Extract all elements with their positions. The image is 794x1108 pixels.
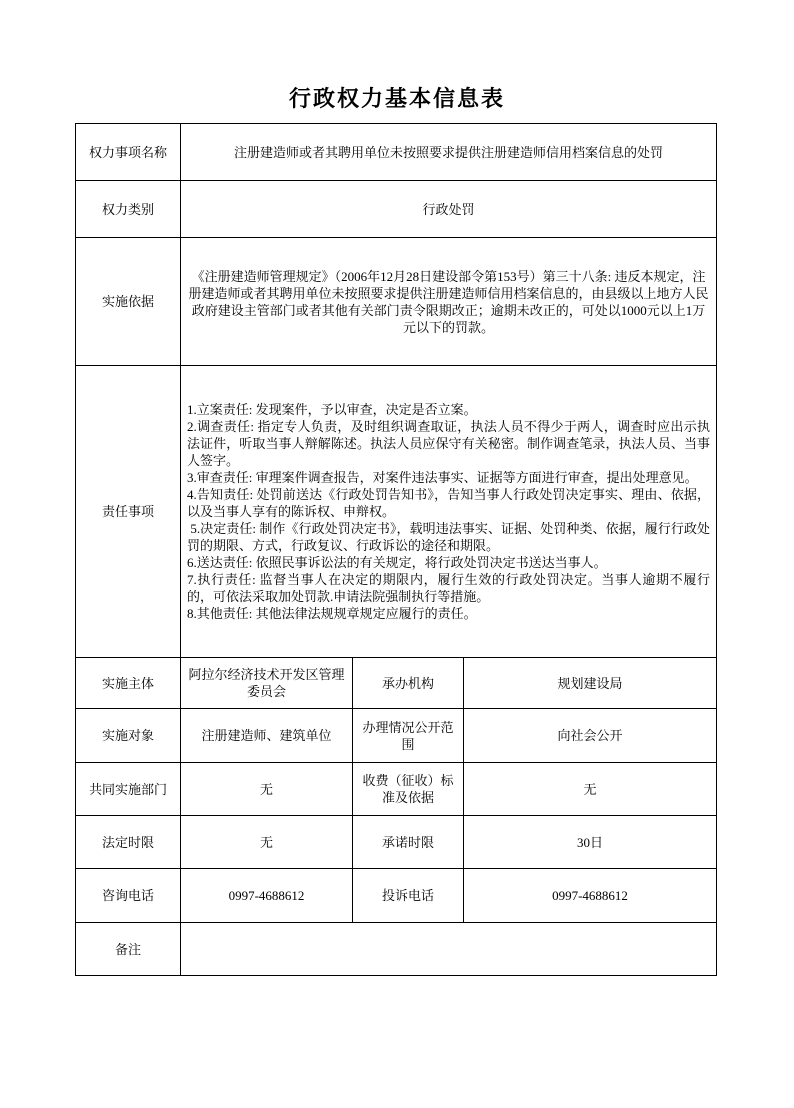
label-implementation-basis: 实施依据 (76, 238, 181, 366)
duty-item-8: 8.其他责任: 其他法律法规规章规定应履行的责任。 (187, 606, 477, 621)
label-implementation-target: 实施对象 (76, 709, 181, 763)
duty-item-4: 4.告知责任: 处罚前送达《行政处罚告知书》，告知当事人行政处罚决定事实、理由、依据，以及当事人享有的陈诉权、申辩权。 (187, 487, 711, 519)
cell-promised-time-limit: 30日 (464, 816, 717, 869)
cell-joint-departments: 无 (181, 763, 353, 816)
row-responsibility-items (76, 366, 717, 658)
label-power-item-name: 权力事项名称 (76, 124, 181, 181)
cell-legal-time-limit: 无 (181, 816, 353, 869)
label-consultation-phone: 咨询电话 (76, 869, 181, 923)
duty-item-6: 6.送达责任: 依照民事诉讼法的有关规定，将行政处罚决定书送达当事人。 (187, 555, 607, 570)
duty-item-2: 2.调查责任: 指定专人负责，及时组织调查取证，执法人员不得少于两人，调查时应出示执法证件，听取当事人辩解陈述。执法人员应保守有关秘密。制作调查笔录，执法人员、当事人签字。 (187, 419, 711, 468)
label-power-category: 权力类别 (76, 181, 181, 238)
duty-item-5: 5.决定责任: 制作《行政处罚决定书》，载明违法事实、证据、处罚种类、依据，履行行政处罚的期限、方式，行政复议、行政诉讼的途径和期限。 (187, 521, 711, 553)
cell-power-item-name: 注册建造师或者其聘用单位未按照要求提供注册建造师信用档案信息的处罚 (181, 124, 717, 181)
row-implementation-basis (76, 238, 717, 366)
row-consultation-phone (76, 869, 717, 923)
cell-implementation-target: 注册建造师、建筑单位 (181, 709, 353, 763)
label-legal-time-limit: 法定时限 (76, 816, 181, 869)
label-remarks: 备注 (76, 923, 181, 976)
info-table (75, 123, 717, 976)
label-undertaking-agency: 承办机构 (353, 658, 464, 709)
duty-item-1: 1.立案责任: 发现案件，予以审查，决定是否立案。 (187, 402, 477, 417)
cell-fee-standard: 无 (464, 763, 717, 816)
cell-consultation-phone: 0997-4688612 (181, 869, 353, 923)
cell-responsibility-items (181, 366, 717, 658)
document-title: 行政权力基本信息表 (288, 86, 505, 111)
label-fee-standard: 收费（征收）标准及依据 (353, 763, 464, 816)
row-power-category (76, 181, 717, 238)
cell-complaint-phone: 0997-4688612 (464, 869, 717, 923)
label-disclosure-scope: 办理情况公开范围 (353, 709, 464, 763)
label-promised-time-limit: 承诺时限 (353, 816, 464, 869)
row-implementation-target (76, 709, 717, 763)
row-implementing-subject (76, 658, 717, 709)
row-joint-departments (76, 763, 717, 816)
cell-implementing-subject: 阿拉尔经济技术开发区管理委员会 (181, 658, 353, 709)
cell-power-category: 行政处罚 (181, 181, 717, 238)
label-complaint-phone: 投诉电话 (353, 869, 464, 923)
cell-implementation-basis: 《注册建造师管理规定》（2006年12月28日建设部令第153号）第三十八条: 违反本规定，注册建造师或者其聘用单位未按照要求提供注册建造师信用档案信息的，由县级以上地方人民政府建设主管部门或者其他有关部门责令限期改正；逾期未改正的，可处以1000元以上1万元以下的罚款。 (181, 238, 717, 366)
duty-item-7: 7.执行责任: 监督当事人在决定的期限内，履行生效的行政处罚决定。当事人逾期不履行的，可依法采取加处罚款.申请法院强制执行等措施。 (187, 572, 711, 604)
row-remarks (76, 923, 717, 976)
duty-item-3: 3.审查责任: 审理案件调查报告，对案件违法事实、证据等方面进行审查，提出处理意见。 (187, 470, 698, 485)
cell-disclosure-scope: 向社会公开 (464, 709, 717, 763)
row-legal-time-limit (76, 816, 717, 869)
row-power-item-name (76, 124, 717, 181)
label-responsibility-items: 责任事项 (76, 366, 181, 658)
cell-undertaking-agency: 规划建设局 (464, 658, 717, 709)
label-joint-departments: 共同实施部门 (76, 763, 181, 816)
cell-remarks (181, 923, 717, 976)
label-implementing-subject: 实施主体 (76, 658, 181, 709)
